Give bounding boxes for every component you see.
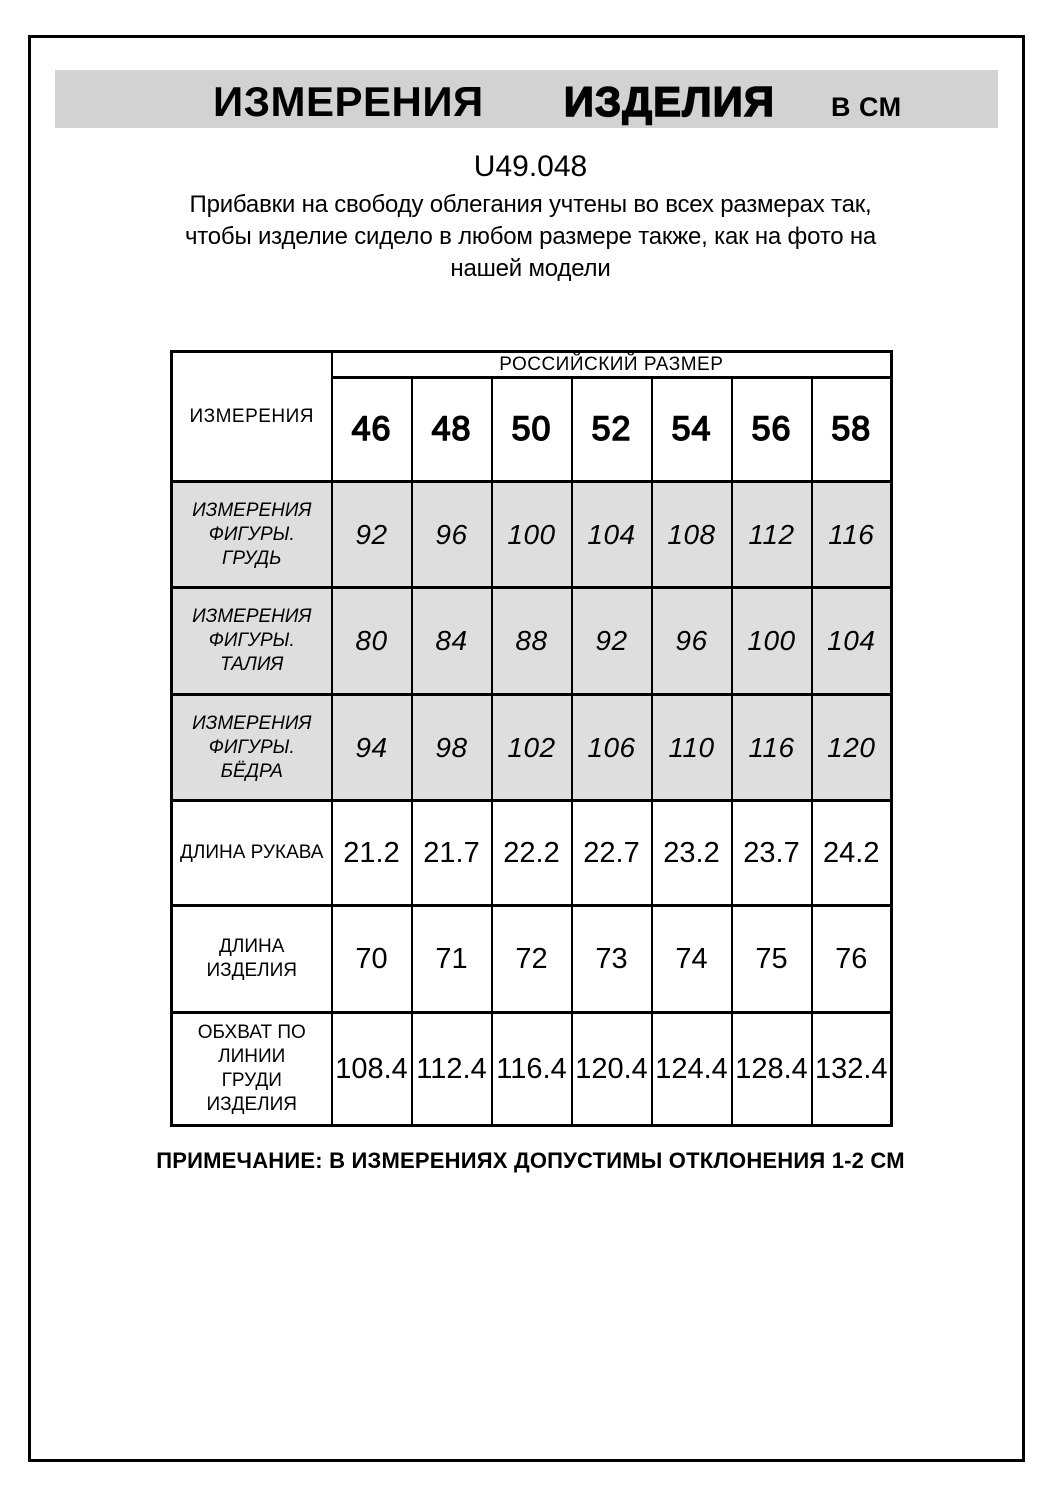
description-line-3: нашей модели bbox=[450, 255, 611, 282]
value-cell: 120.4 bbox=[572, 1013, 652, 1126]
table-row-figure-chest bbox=[172, 482, 892, 588]
value-cell: 116 bbox=[732, 695, 812, 801]
value-cell: 72 bbox=[492, 906, 572, 1013]
row-label-chest: ИЗМЕРЕНИЯ ФИГУРЫ. ГРУДЬ bbox=[172, 482, 332, 588]
value-cell: 76 bbox=[812, 906, 892, 1013]
value-cell: 100 bbox=[492, 482, 572, 588]
description-line-1: Прибавки на свободу облегания учтены во всех размерах так, bbox=[189, 191, 872, 218]
table-row-figure-hips bbox=[172, 695, 892, 801]
value-cell: 23.7 bbox=[732, 801, 812, 906]
size-table bbox=[170, 350, 893, 1127]
table-row-sleeve-length bbox=[172, 801, 892, 906]
value-cell: 96 bbox=[652, 588, 732, 695]
value-cell: 96 bbox=[412, 482, 492, 588]
value-cell: 22.7 bbox=[572, 801, 652, 906]
value-cell: 98 bbox=[412, 695, 492, 801]
value-cell: 132.4 bbox=[812, 1013, 892, 1126]
table-row-figure-waist bbox=[172, 588, 892, 695]
value-cell: 106 bbox=[572, 695, 652, 801]
value-cell: 108.4 bbox=[332, 1013, 412, 1126]
value-cell: 71 bbox=[412, 906, 492, 1013]
size-header: 56 bbox=[732, 378, 812, 482]
value-cell: 104 bbox=[812, 588, 892, 695]
size-header: 50 bbox=[492, 378, 572, 482]
product-description bbox=[0, 189, 1061, 285]
corner-label: ИЗМЕРЕНИЯ bbox=[172, 352, 332, 482]
value-cell: 120 bbox=[812, 695, 892, 801]
row-label-hips: ИЗМЕРЕНИЯ ФИГУРЫ. БЁДРА bbox=[172, 695, 332, 801]
value-cell: 116.4 bbox=[492, 1013, 572, 1126]
value-cell: 110 bbox=[652, 695, 732, 801]
value-cell: 116 bbox=[812, 482, 892, 588]
size-header: 46 bbox=[332, 378, 412, 482]
size-header: 52 bbox=[572, 378, 652, 482]
value-cell: 108 bbox=[652, 482, 732, 588]
value-cell: 94 bbox=[332, 695, 412, 801]
value-cell: 102 bbox=[492, 695, 572, 801]
value-cell: 24.2 bbox=[812, 801, 892, 906]
value-cell: 112 bbox=[732, 482, 812, 588]
value-cell: 21.7 bbox=[412, 801, 492, 906]
value-cell: 104 bbox=[572, 482, 652, 588]
value-cell: 73 bbox=[572, 906, 652, 1013]
value-cell: 75 bbox=[732, 906, 812, 1013]
row-label-waist: ИЗМЕРЕНИЯ ФИГУРЫ. ТАЛИЯ bbox=[172, 588, 332, 695]
size-header: 54 bbox=[652, 378, 732, 482]
value-cell: 84 bbox=[412, 588, 492, 695]
value-cell: 22.2 bbox=[492, 801, 572, 906]
value-cell: 21.2 bbox=[332, 801, 412, 906]
value-cell: 80 bbox=[332, 588, 412, 695]
table-header-row bbox=[172, 352, 892, 378]
value-cell: 70 bbox=[332, 906, 412, 1013]
value-cell: 92 bbox=[572, 588, 652, 695]
row-label-item-length: ДЛИНА ИЗДЕЛИЯ bbox=[172, 906, 332, 1013]
row-label-chest-girth: ОБХВАТ ПО ЛИНИИ ГРУДИ ИЗДЕЛИЯ bbox=[172, 1013, 332, 1126]
size-header: 48 bbox=[412, 378, 492, 482]
description-line-2: чтобы изделие сидело в любом размере также, как на фото на bbox=[184, 223, 877, 250]
value-cell: 74 bbox=[652, 906, 732, 1013]
row-label-sleeve-length: ДЛИНА РУКАВА bbox=[172, 801, 332, 906]
value-cell: 92 bbox=[332, 482, 412, 588]
table-row-item-length bbox=[172, 906, 892, 1013]
value-cell: 124.4 bbox=[652, 1013, 732, 1126]
value-cell: 112.4 bbox=[412, 1013, 492, 1126]
value-cell: 100 bbox=[732, 588, 812, 695]
note-text: ПРИМЕЧАНИЕ: В ИЗМЕРЕНИЯХ ДОПУСТИМЫ ОТКЛОНЕНИЯ 1-2 СМ bbox=[156, 1148, 905, 1173]
table-row-chest-girth bbox=[172, 1013, 892, 1126]
value-cell: 23.2 bbox=[652, 801, 732, 906]
group-header-russian-size: РОССИЙСКИЙ РАЗМЕР bbox=[332, 352, 892, 378]
header-title-measurements: ИЗМЕРЕНИЯ bbox=[213, 78, 484, 125]
header-bar bbox=[55, 70, 998, 128]
header-title-product: ИЗДЕЛИЯ bbox=[563, 78, 776, 125]
value-cell: 88 bbox=[492, 588, 572, 695]
size-header: 58 bbox=[812, 378, 892, 482]
header-title-units: В СМ bbox=[831, 92, 902, 122]
value-cell: 128.4 bbox=[732, 1013, 812, 1126]
product-code: U49.048 bbox=[473, 150, 588, 183]
